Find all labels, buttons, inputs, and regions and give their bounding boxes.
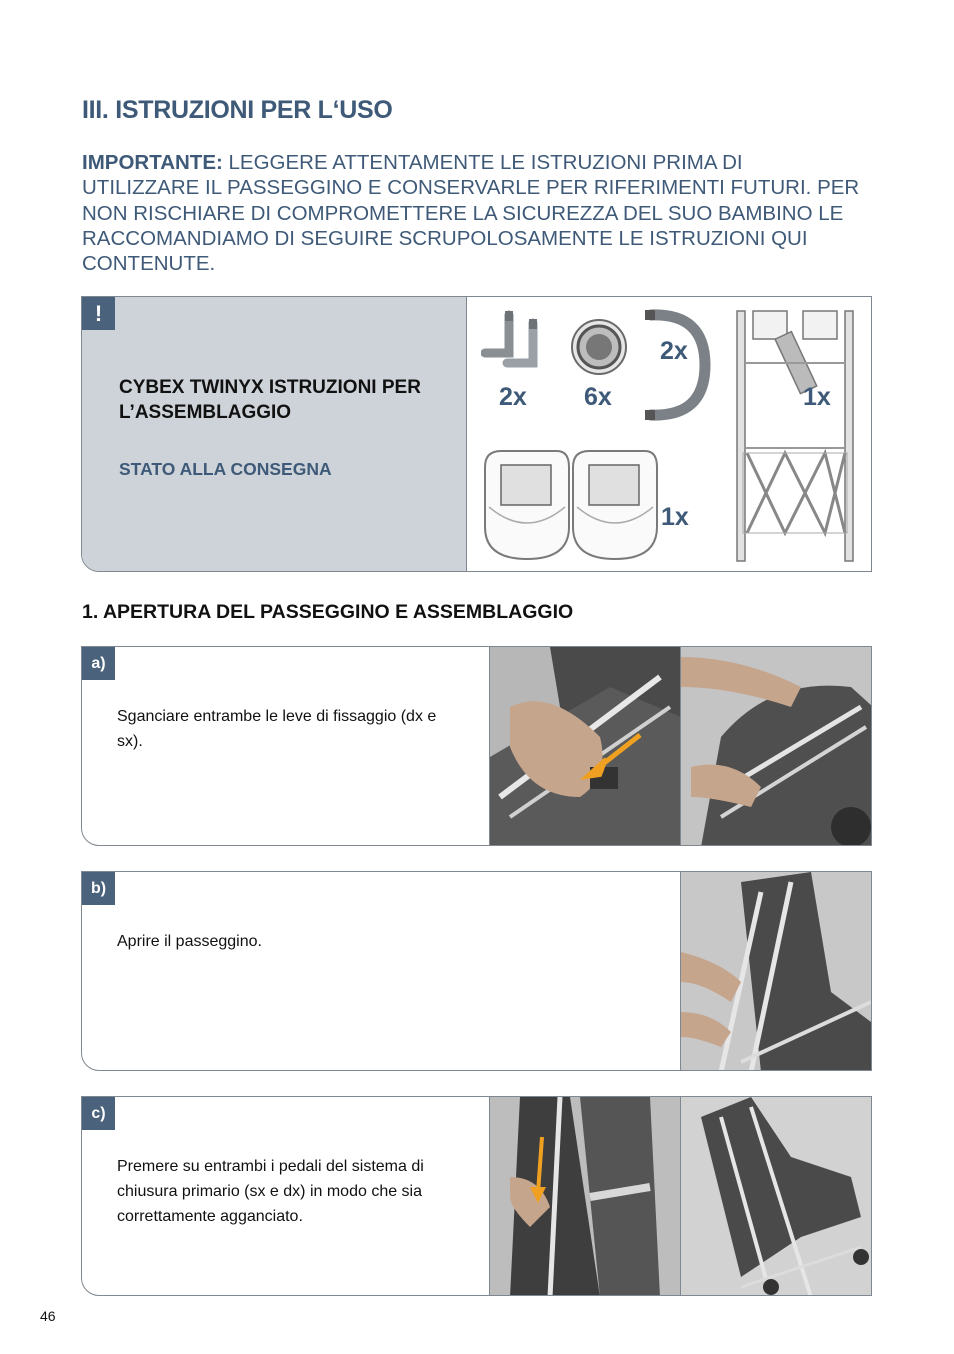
frame-quantity: 1x	[803, 383, 831, 411]
step-a-tag: a)	[82, 647, 115, 680]
folded-frame-illustration	[725, 303, 865, 565]
step-c-tag: c)	[82, 1097, 115, 1130]
section-title: 1. APERTURA DEL PASSEGGINO E ASSEMBLAGGIO	[82, 601, 574, 623]
important-text: LEGGERE ATTENTAMENTE LE ISTRUZIONI PRIMA DI UTILIZZARE IL PASSEGGINO E CONSERVARLE PER RIFERIMENTI FUTURI. PER NON RISCHIARE DI COMPROMETTERE LA SICUREZZA DEL SUO BAMBINO LE RACCOMANDIAMO DI SEGUIRE SCRUPOLOSAMENTE LE ISTRUZIONI QUI CONTENUTE.	[82, 151, 860, 276]
step-a-text: Sganciare entrambe le leve di fissaggio (dx e sx).	[117, 708, 437, 750]
wheel-part-illustration	[569, 317, 629, 377]
important-notice	[82, 150, 862, 276]
brackets-quantity: 2x	[499, 383, 527, 411]
delivery-info-panel	[82, 297, 467, 571]
bracket-parts-illustration	[481, 309, 551, 369]
twin-seats-illustration	[481, 447, 661, 565]
page-title: III. ISTRUZIONI PER L‘USO	[82, 96, 393, 124]
step-b-box	[81, 871, 872, 1071]
delivery-parts-illustration	[467, 297, 872, 571]
step-b-text: Aprire il passeggino.	[117, 933, 262, 950]
step-c-text: Premere su entrambi i pedali del sistema di chiusura primario (sx e dx) in modo che sia correttamente agganciato.	[117, 1158, 424, 1225]
bumper-bar-quantity: 2x	[660, 337, 688, 365]
page-number: 46	[40, 1308, 56, 1324]
delivery-box	[81, 296, 872, 572]
warning-flag: !	[82, 297, 115, 330]
step-a-box	[81, 646, 872, 846]
step-c-photo-1	[489, 1097, 680, 1295]
step-c-photo-2	[680, 1097, 872, 1295]
assembly-title: CYBEX TWINYX ISTRUZIONI PER L’ASSEMBLAGGIO	[119, 377, 421, 423]
wheels-quantity: 6x	[584, 383, 612, 411]
delivery-subtitle: STATO ALLA CONSEGNA	[119, 459, 332, 479]
step-b-tag: b)	[82, 872, 115, 905]
step-b-photo	[680, 872, 872, 1070]
step-a-photo-2	[680, 647, 872, 845]
step-a-photo-1	[489, 647, 680, 845]
step-c-box	[81, 1096, 872, 1296]
important-label: IMPORTANTE:	[82, 151, 223, 174]
seats-quantity: 1x	[661, 503, 689, 531]
